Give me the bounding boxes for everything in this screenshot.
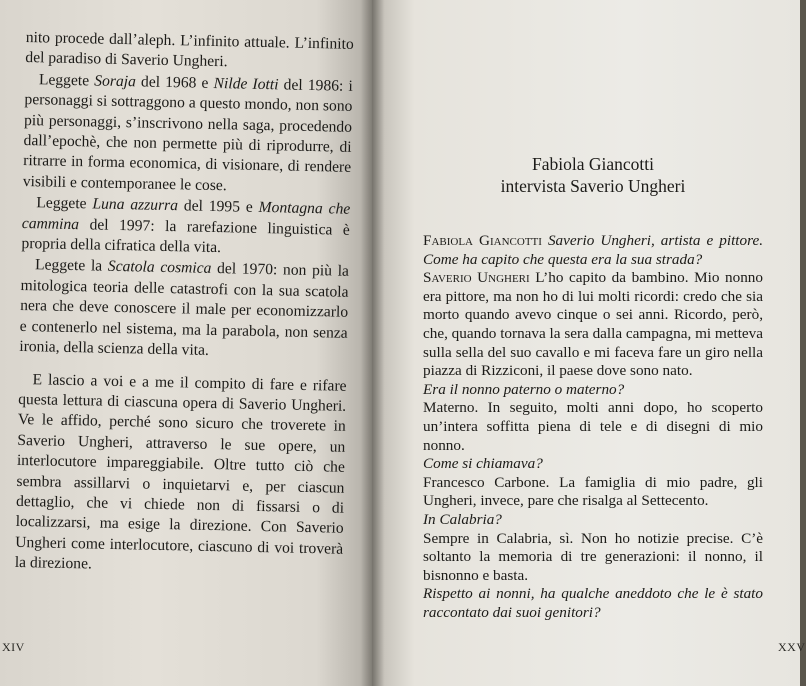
left-paragraph: [19, 255, 349, 364]
dialogue-text: L’ho capito da bambino. Mio nonno era pittore, ma non ho di lui molti ricordi: credo che sia morto quando avevo cinque o sei anni. Ricordo, però, che, quando tornava la sera dalla campagna, mi metteva sulla sella del suo cavallo e mi faceva fare un giro nella piazza di Rizziconi, il paese dove sono nato.: [423, 269, 763, 380]
book-gutter: [360, 0, 384, 686]
text-run: del 1968 e: [135, 73, 214, 92]
left-paragraph: [23, 70, 353, 199]
dialogue-text: Come si chiamava?: [423, 455, 543, 473]
work-title: Montagna che cammina: [21, 199, 351, 233]
dialogue-text: Era il nonno paterno o materno?: [423, 380, 625, 398]
interview-answer: [423, 474, 763, 511]
left-paragraph: [21, 193, 350, 261]
dialogue-text: Francesco Carbone. La famiglia di mio padre, gli Ungheri, invece, pare che risalga al Settecento.: [423, 473, 763, 510]
text-run: del 1986: i personaggi si sottraggono a questo mondo, non sono più personaggi, s’inscrivono nella saga, procedendo dall’epochè, che non permette più di riprodurre, di ritrarre in forma economica, di visionare, di rendere visibili e contemporanee le cose.: [22, 76, 354, 195]
speaker-name: Fabiola Giancotti: [423, 232, 542, 249]
interview-question: [423, 232, 763, 269]
text-run: E lascio a voi e a me il compito di fare e rifare questa lettura di ciascuna opera di Saverio Ungheri. Ve le affido, perché sono sicuro che troverete in Saverio Ungheri, attraverso le sue opere, un interlocutore impareggiabile. Oltre tutto ciò che sembra assillarvi o inquietarvi e, per ciascun dettaglio, che vi chiede non di fissarsi o di localizzarsi, ma esige la direzione. Con Saverio Ungheri come interlocutore, ciascuno di voi troverà la direzione.: [14, 370, 347, 573]
left-paragraph: [25, 28, 354, 76]
dialogue-text: Saverio Ungheri, artista e pittore. Come ha capito che questa era la sua strada?: [423, 232, 763, 268]
work-title: Nilde Iotti: [213, 74, 279, 94]
left-page-text: [15, 28, 354, 580]
interview-question: [423, 455, 763, 474]
interview-question: [423, 511, 763, 530]
text-run: Leggete: [36, 194, 93, 213]
text-run: nito procede dall’aleph. L’infinito attuale. L’infinito del paradiso di Saverio Ungheri.: [25, 28, 354, 71]
dialogue-text: Sempre in Calabria, sì. Non ho notizie precise. C’è soltanto la memoria di tre generazioni: il nonno, il bisnonno e basta.: [423, 529, 763, 584]
left-page: [0, 0, 372, 686]
chapter-title-subject: intervista Saverio Ungheri: [500, 176, 686, 196]
work-title: Scatola cosmica: [107, 258, 212, 278]
interview-answer: [423, 399, 763, 455]
text-run: Leggete: [38, 71, 95, 90]
text-run: del 1995 e: [177, 197, 259, 217]
text-run: Leggete la: [34, 256, 109, 276]
work-title: Soraja: [94, 72, 137, 91]
right-page-number: XXV: [778, 640, 806, 654]
text-run: del 1970: non più la mitologica teoria delle catastrofi con la sua scatola nera che deve conoscere il male per economizzarlo e contenerlo nel sistema, ma la parabola, non senza ironia, della scienza della vita.: [19, 260, 350, 359]
dialogue-text: Rispetto ai nonni, ha qualche aneddoto che le è stato raccontato dai suoi genitori?: [423, 585, 763, 621]
work-title: Luna azzurra: [92, 195, 179, 215]
chapter-title-author: Fabiola Giancotti: [532, 154, 654, 174]
dialogue-text: In Calabria?: [423, 510, 502, 528]
text-run: del 1997: la rarefazione linguistica è propria della cifratica della vita.: [21, 215, 351, 257]
interview-question: [423, 381, 763, 400]
dialogue-text: Materno. In seguito, molti anni dopo, ho scoperto un’intera soffitta piena di tele e di disegni di mio nonno.: [423, 399, 763, 454]
speaker-name: Saverio Ungheri: [423, 269, 530, 287]
interview-body: [423, 232, 763, 622]
left-page-number: XIV: [2, 640, 25, 654]
interview-answer: [423, 530, 763, 586]
interview-question: [423, 585, 763, 622]
interview-answer: [423, 269, 763, 381]
left-paragraph: [15, 369, 347, 580]
